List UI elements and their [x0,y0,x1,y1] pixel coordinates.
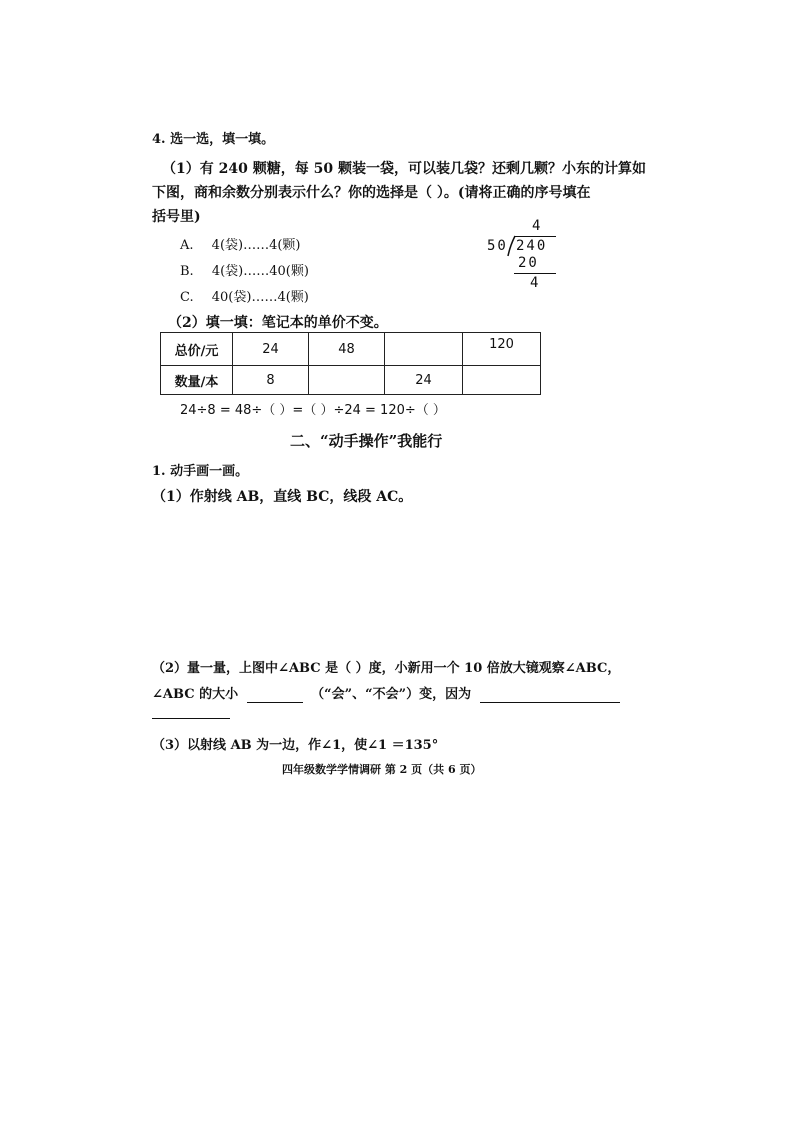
part2-text-a: ∠ABC 的大小 [152,687,239,702]
table-header-total-price: 总价/元 [161,333,233,366]
table-cell: 120 [463,333,541,366]
table-row-total [161,333,541,366]
option-b [180,260,309,279]
option-b-text: 4(袋)……40(颗) [211,264,309,279]
page-footer: 四年级数学学情调研 第 2 页（共 6 页） [282,763,482,776]
division-quotient: 4 [532,218,543,234]
table-cell: 24 [385,366,463,395]
division-bracket [506,234,518,258]
division-dividend: 240 [516,238,548,254]
division-divisor: 50 [487,238,508,254]
question-4-title: 4. 选一选，填一填。 [152,132,275,147]
option-b-letter: B. [180,264,194,279]
division-bar [514,236,556,237]
option-c-text: 40(袋)……4(颗) [211,290,309,305]
table-cell: 8 [233,366,309,395]
section-2-q1-part2-line1: （2）量一量，上图中∠ABC 是（ ）度，小新用一个 10 倍放大镜观察∠ABC， [152,661,621,676]
option-c [180,286,309,305]
equation-line: 24÷8 = 48÷（ ）=（ ）÷24 = 120÷（ ） [180,403,446,418]
section-2-q1-title: 1. 动手画一画。 [152,464,249,479]
question-4-part1-line1: （1）有 240 颗糖，每 50 颗装一袋，可以装几袋？还剩几颗？小东的计算如 [162,161,646,177]
section-2-q1-part1: （1）作射线 AB，直线 BC，线段 AC。 [152,489,413,505]
table-cell: 24 [233,333,309,366]
section-2-q1-part3: （3）以射线 AB 为一边，作∠1，使∠1 ＝135° [152,738,439,753]
question-4-part1-line2: 下图，商和余数分别表示什么？你的选择是（ ）。(请将正确的序号填在 [152,185,591,201]
answer-blank-3[interactable] [152,718,230,719]
question-4-part2-title: （2）填一填：笔记本的单价不变。 [168,315,388,331]
section-2-q1-part2-line2 [152,683,620,703]
table-cell-blank[interactable] [385,333,463,366]
price-table [160,332,541,395]
answer-blank-2[interactable] [480,687,620,703]
table-cell: 48 [309,333,385,366]
division-remainder: 4 [530,275,541,291]
question-4-part1-line3: 括号里) [152,209,201,225]
option-c-letter: C. [180,290,194,305]
division-product: 20 [518,255,539,271]
table-cell-blank[interactable] [309,366,385,395]
table-row-quantity [161,366,541,395]
section-2-heading: 二、“动手操作”我能行 [290,432,443,450]
option-a [180,234,301,253]
option-a-text: 4(袋)……4(颗) [211,238,301,253]
table-cell-blank[interactable] [463,366,541,395]
option-a-letter: A. [180,238,194,253]
drawing-area[interactable] [152,510,592,650]
part2-text-b: （“会”、“不会”）变，因为 [311,687,472,702]
answer-blank-1[interactable] [247,687,303,703]
table-header-quantity: 数量/本 [161,366,233,395]
